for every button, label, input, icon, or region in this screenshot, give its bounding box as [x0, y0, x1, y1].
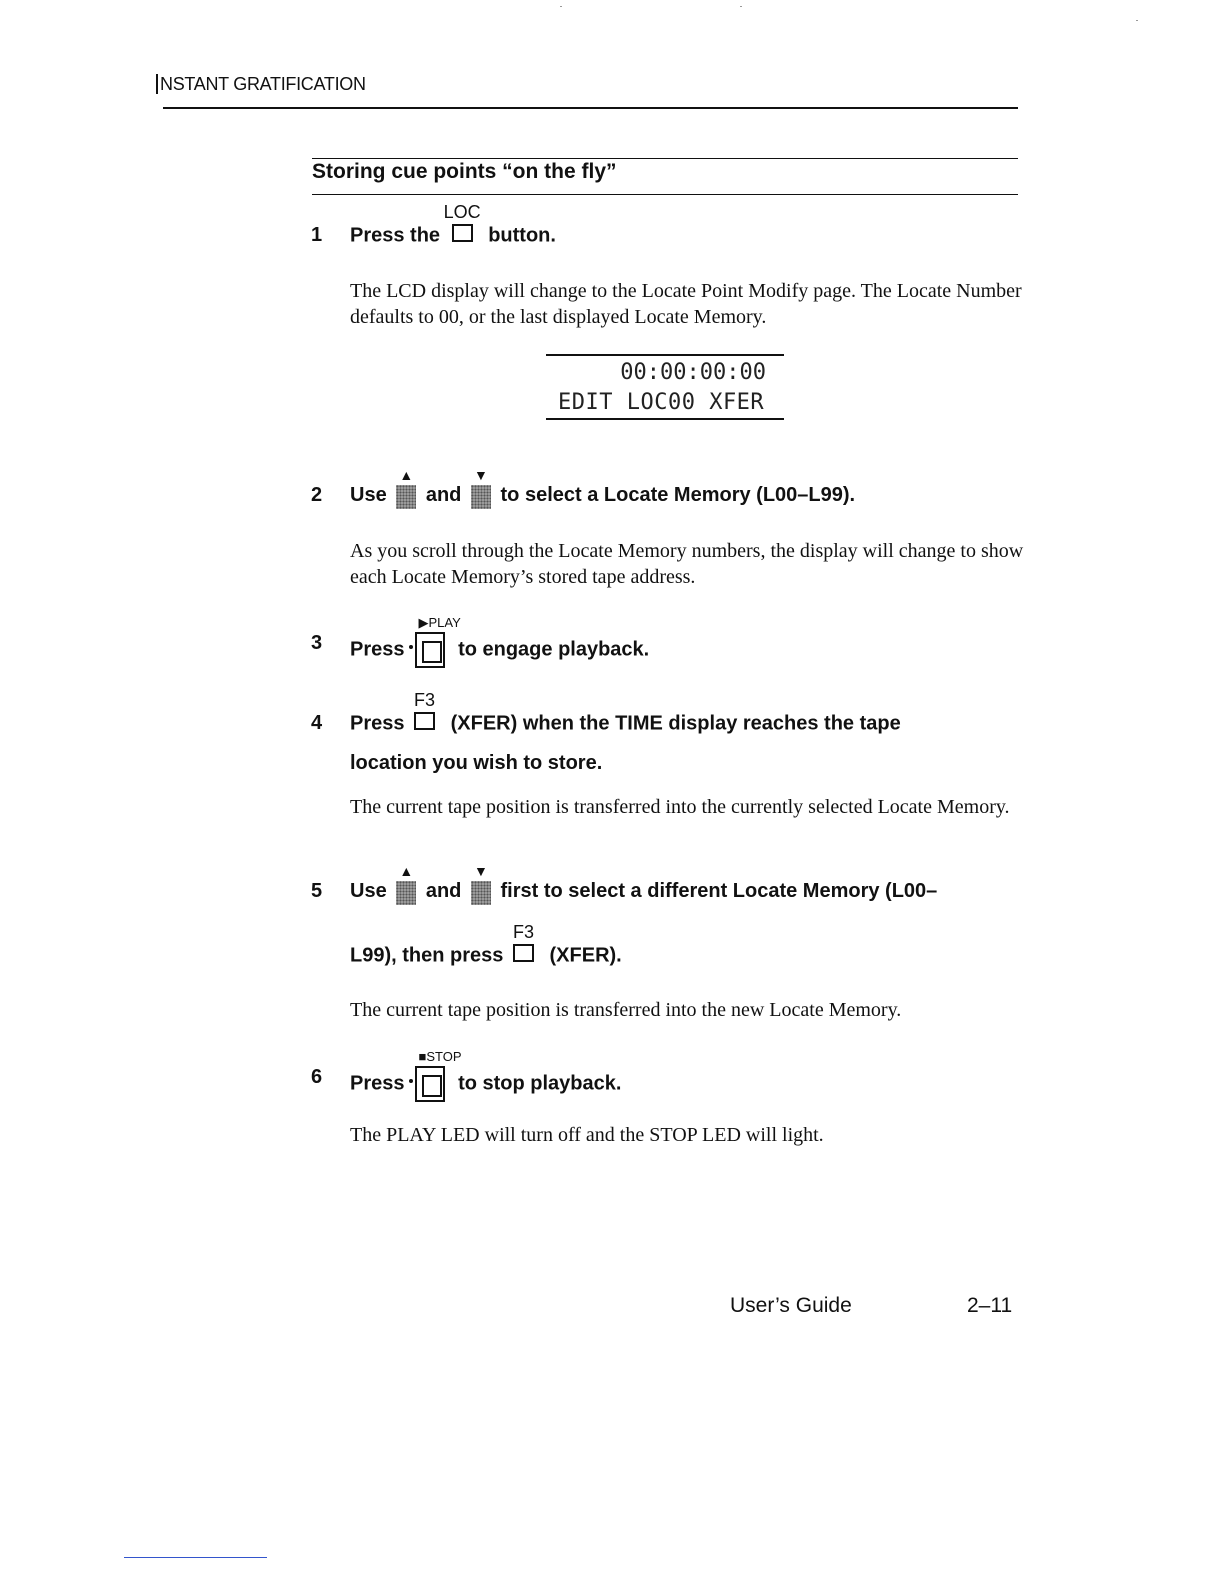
step-4-instruction: [350, 690, 901, 736]
step-2-pre: Use: [350, 484, 387, 506]
f3-key-label: F3: [512, 922, 534, 942]
step-5-line2-post: (XFER).: [549, 944, 622, 967]
scan-speck: [1136, 20, 1138, 21]
step-3-post: to engage playback.: [458, 638, 650, 661]
step-1-body: The LCD display will change to the Locate Point Modify page. The Locate Number defaults to 00, or the last displayed Locate Memory.: [350, 280, 1022, 328]
loc-button-icon: [443, 202, 481, 248]
play-key-label: ▶PLAY: [418, 615, 461, 630]
lcd-time-row: 00:00:00:00: [620, 360, 766, 385]
scan-speck: [560, 6, 562, 7]
step-5-line2-pre: L99), then press: [350, 944, 504, 967]
running-header-text: NSTANT GRATIFICATION: [160, 74, 366, 94]
step-6-pre: Press: [350, 1072, 405, 1095]
header-rule: [163, 107, 1018, 109]
footer-page-number: 2–11: [967, 1294, 1013, 1317]
step-4-post: (XFER) when the TIME display reaches the tape: [450, 712, 901, 735]
up-triangle-icon: ▲: [399, 863, 414, 879]
lcd-rule-bottom: [546, 418, 784, 420]
step-5-post: first to select a different Locate Memory (L00–: [500, 880, 938, 902]
step-5-body: The current tape position is transferred into the new Locate Memory.: [350, 999, 902, 1021]
section-rule-bottom: [312, 194, 1018, 195]
step-6-instruction: [350, 1049, 622, 1102]
lcd-menu-row: EDIT LOC00 XFER: [558, 390, 765, 415]
down-arrow-key-icon: [471, 467, 491, 509]
step-2-instruction: [350, 467, 856, 509]
step-5-mid: and: [425, 880, 462, 902]
play-button-icon: [415, 615, 461, 668]
step-4-pre: Press: [350, 712, 405, 735]
step-1-instruction: [350, 202, 556, 248]
step-3-number: 3: [311, 632, 323, 654]
f3-button-icon: [414, 690, 436, 736]
step-3-instruction: [350, 615, 650, 668]
header-bar: [156, 74, 158, 94]
step-2-body: As you scroll through the Locate Memory numbers, the display will change to show each Locate Memory’s stored tape address.: [350, 540, 1024, 588]
stop-key-label: ■STOP: [418, 1049, 462, 1064]
running-header: [156, 74, 366, 95]
footer-guide-title: User’s Guide: [730, 1294, 852, 1317]
scan-speck: [740, 6, 742, 7]
step-3-pre: Press: [350, 638, 405, 661]
step-2-number: 2: [311, 484, 323, 506]
step-5-line2: [350, 922, 622, 968]
led-dot-icon: [409, 645, 413, 649]
step-5-number: 5: [311, 880, 323, 902]
down-arrow-key-icon: [471, 863, 491, 905]
step-1-post: button.: [488, 224, 556, 247]
led-dot-icon: [409, 1079, 413, 1083]
up-arrow-key-icon: [396, 863, 416, 905]
down-triangle-icon: ▼: [474, 863, 488, 879]
step-2-mid: and: [425, 484, 462, 506]
section-title: Storing cue points “on the fly”: [312, 160, 617, 183]
step-6-number: 6: [311, 1066, 323, 1088]
section-rule-top: [312, 158, 1018, 159]
step-4-line2: location you wish to store.: [350, 752, 603, 774]
step-5-instruction: [350, 863, 938, 905]
step-4-body: The current tape position is transferred into the currently selected Locate Memory.: [350, 796, 1010, 818]
up-arrow-key-icon: [396, 467, 416, 509]
down-triangle-icon: ▼: [474, 467, 488, 483]
step-5-pre: Use: [350, 880, 387, 902]
step-6-post: to stop playback.: [458, 1072, 622, 1095]
f3-button-icon: [512, 922, 534, 968]
f3-key-label: F3: [414, 690, 436, 710]
loc-key-label: LOC: [443, 202, 481, 222]
lcd-display: [546, 352, 784, 418]
step-6-body: The PLAY LED will turn off and the STOP LED will light.: [350, 1124, 824, 1146]
step-1-pre: Press the: [350, 224, 441, 247]
up-triangle-icon: ▲: [399, 467, 414, 483]
step-1-number: 1: [311, 224, 323, 246]
stop-button-icon: [415, 1049, 462, 1102]
scan-edge-line: [124, 1557, 267, 1558]
step-2-post: to select a Locate Memory (L00–L99).: [500, 484, 856, 506]
step-4-number: 4: [311, 712, 323, 734]
